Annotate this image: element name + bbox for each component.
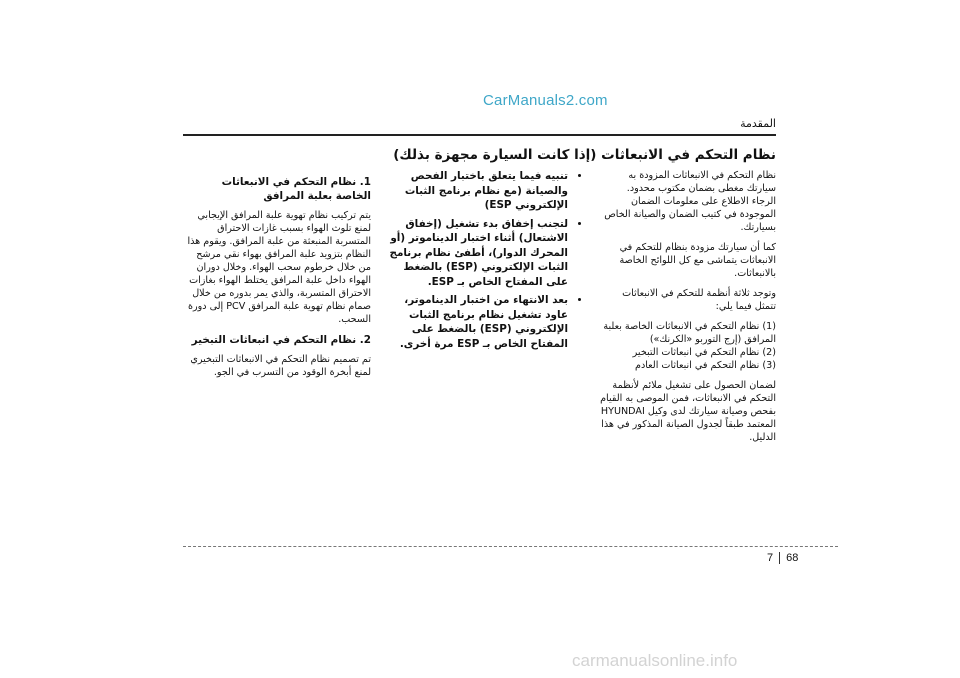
page-separator [779,552,780,564]
middle-column [388,148,580,355]
emission-systems-list [600,320,776,372]
evaporative-heading: 2. نظام التحكم في انبعاثات التبخير [191,334,371,346]
footer-watermark: carmanualsonline.info [572,651,738,670]
section-label: المقدمة [740,117,776,130]
outro-paragraph: لضمان الحصول على تشغيل ملائم لأنظمة التحكم في الانبعاثات، فمن الموصى به القيام بفحص وصيانة سيارتك لدى وكيل HYUNDAI المعتمد طبقاً لجدول الصيانة المذكور في هذا الدليل. [600,380,776,443]
crankcase-paragraph: يتم تركيب نظام تهوية علبة المرافق الإيجابي لمنع تلوث الهواء بسبب غازات الاحتراق المتسربة المنبعثة من علبة المرافق. ويقوم هذا النظام بتزويد علبة المرافق بهواء نقي مرشح من خلال خرطوم سحب الهواء. وخلال دوران الهواء داخل علبة المرافق يختلط الهواء بغازات الاحتراق المتسربة، والذي يمر بدوره من خلال صمام نظام تهوية علبة المرافق PCV إلى دورة السحب. [187,210,371,325]
crankcase-heading: 1. نظام التحكم في الانبعاثات الخاصة بعلبة المرافق [221,176,371,202]
caution-item: • بعد الانتهاء من اختبار الديناموتر، عاود تشغيل نظام برنامج الثبات الإلكتروني (ESP) بالضغط على المفتاح الخاص بـ ESP مرة أخرى. [388,293,568,351]
page-title: نظام التحكم في الانبعاثات (إذا كانت السيارة مجهزة بذلك) [393,147,776,163]
intro-paragraph-2: كما أن سيارتك مزودة بنظام للتحكم في الانبعاثات يتماشى مع كل اللوائح الخاصة بالانبعاثات. [619,242,776,279]
right-column [600,148,776,451]
page-number [767,552,798,564]
chapter-number: 7 [767,552,774,564]
list-item: (3) نظام التحكم في انبعاثات العادم [635,360,776,371]
list-item: (2) نظام التحكم في انبعاثات التبخير [632,347,776,358]
intro-paragraph-3: وتوجد ثلاثة أنظمة للتحكم في الانبعاثات تتمثل فيما يلي: [622,288,776,312]
caution-list [388,169,580,351]
watermark-text: CarManuals2.com [483,92,608,109]
left-column [183,175,371,386]
top-rule [183,134,776,136]
intro-paragraph-1: نظام التحكم في الانبعاثات المزودة به سيارتك مغطى بضمان مكتوب محدود. الرجاء الاطلاع على معلومات الضمان الموجودة في كتيب الضمان والصيانة الخاص بسيارتك. [604,170,776,233]
list-item: (1) نظام التحكم في الانبعاثات الخاصة بعلبة المرافق (إرج التوربو «الكرنك») [603,321,776,345]
evaporative-paragraph: تم تصميم نظام التحكم في الانبعاثات التبخيري لمنع أبخرة الوقود من التسرب في الجو. [190,354,371,378]
caution-item: • لتجنب إخفاق بدء تشغيل (إخفاق الاشتعال) أثناء اختبار الديناموتر (أو المحرك الدوار)، أطفئ نظام برنامج الثبات الإلكتروني (ESP) بالضغط على المفتاح الخاص بـ ESP. [388,217,568,290]
page-number-value: 68 [786,552,799,564]
bottom-rule [183,546,838,547]
caution-item: • تنبيه فيما يتعلق باختبار الفحص والصيانة (مع نظام برنامج الثبات الإلكتروني ESP) [388,169,568,213]
